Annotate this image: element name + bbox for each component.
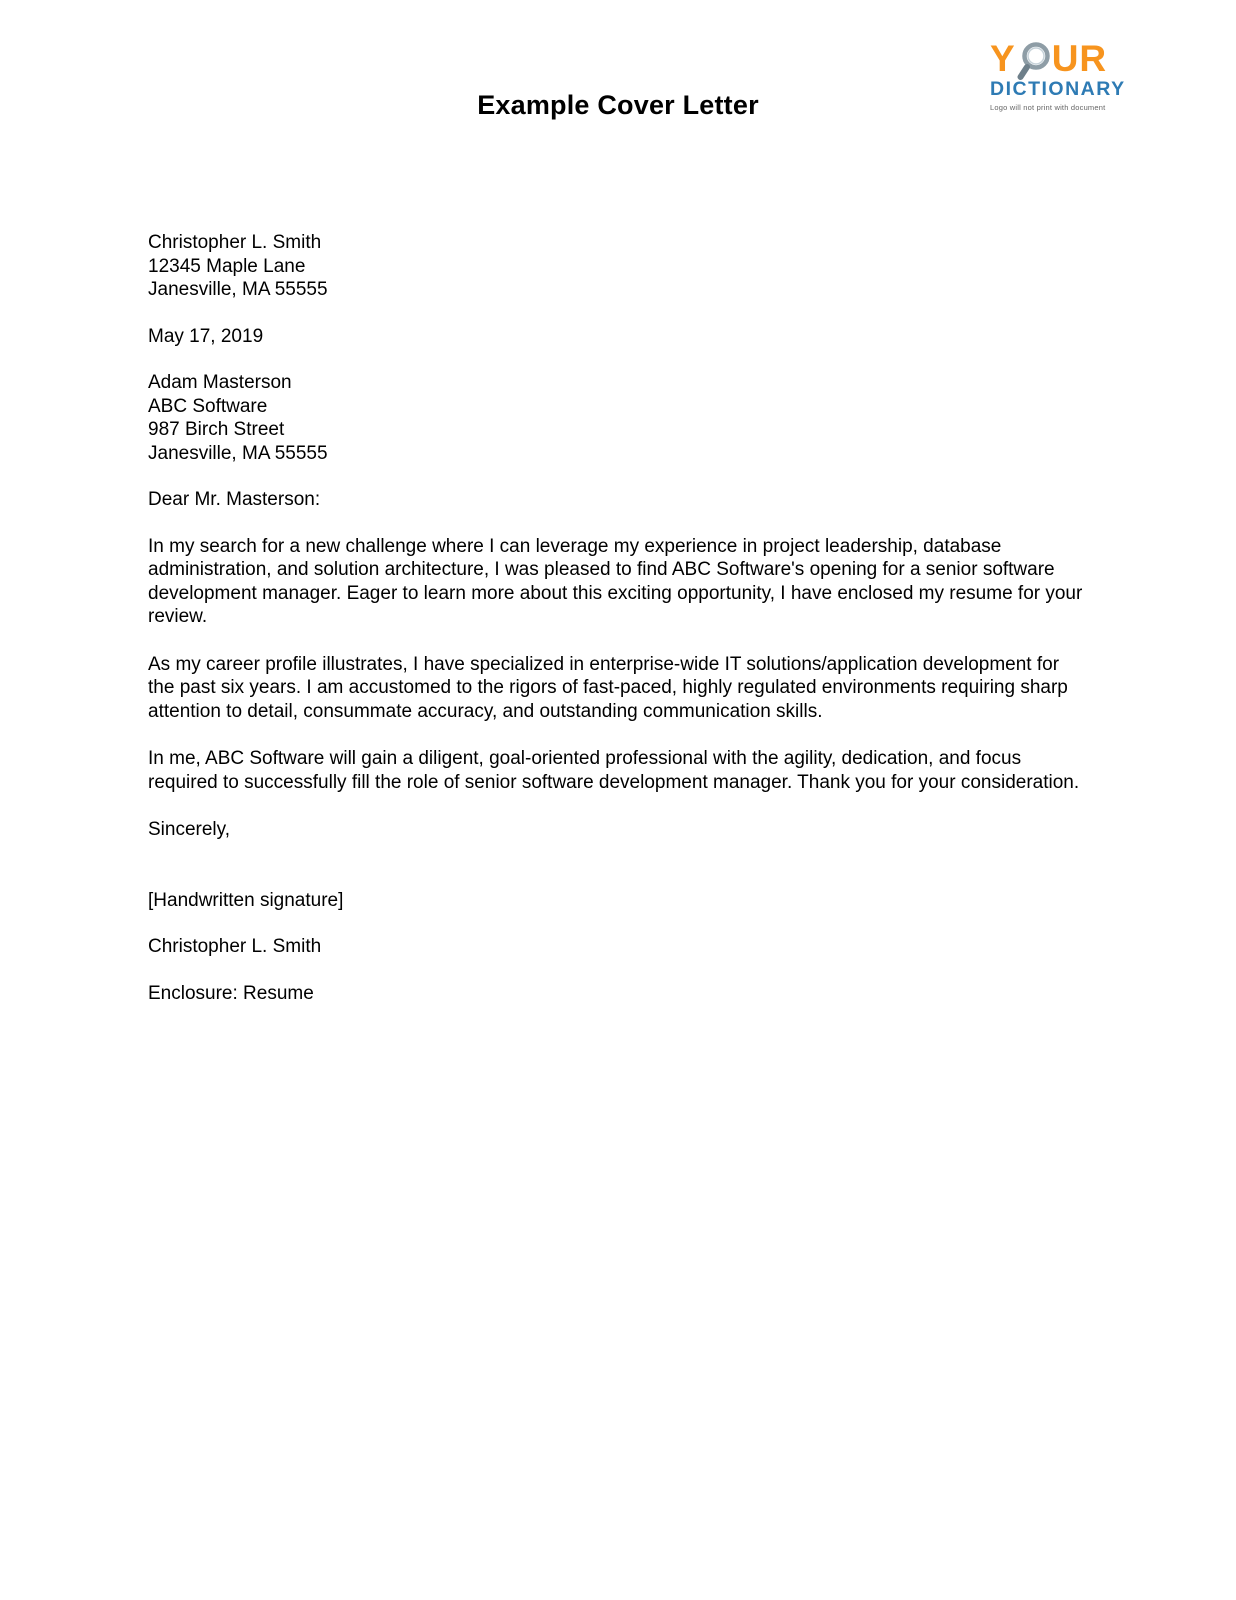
recipient-name: Adam Masterson: [148, 372, 292, 393]
logo-letters-ur: UR: [1051, 37, 1108, 79]
salutation-line: [148, 488, 1090, 512]
recipient-company: ABC Software: [148, 395, 268, 417]
logo-letter-y: Y: [990, 37, 1016, 79]
recipient-city: Janesville, MA 55555: [148, 442, 328, 464]
recipient-street: 987 Birch Street: [148, 419, 285, 440]
logo-disclaimer-text: Logo will not print with document: [990, 102, 1106, 112]
sender-address-block: [148, 231, 1090, 302]
sender-street: 12345 Maple Lane: [148, 255, 306, 277]
signature-placeholder: [Handwritten signature]: [148, 889, 344, 911]
logo-word-your: [990, 38, 1107, 78]
magnifier-icon: [1017, 40, 1051, 80]
sender-city: Janesville, MA 55555: [148, 279, 328, 300]
logo-word-dictionary: DICTIONARY: [990, 78, 1126, 100]
salutation: Dear Mr. Masterson:: [148, 489, 321, 510]
yourdictionary-logo: [990, 37, 1126, 112]
date-line: [148, 325, 1090, 349]
recipient-address-block: [148, 371, 1090, 465]
body-paragraph-1: In my search for a new challenge where I can leverage my experience in project leadership, database administration, and solution architecture, I was pleased to find ABC Software's opening for a senior software development manager. Eager to learn more about this exciting opportunity, I have enclosed my resume for your review.: [148, 535, 1083, 627]
sender-name: Christopher L. Smith: [148, 232, 322, 253]
letter-date: May 17, 2019: [148, 325, 264, 347]
signature-name: Christopher L. Smith: [148, 936, 322, 957]
letter-body: [148, 231, 1090, 1028]
closing-line: Sincerely,: [148, 819, 231, 840]
body-paragraph-3: In me, ABC Software will gain a diligent, goal-oriented professional with the agility, dedication, and focus required to successfully fill the role of senior software development manager. Thank you for your consideration.: [148, 748, 1080, 793]
body-paragraph-2: As my career profile illustrates, I have specialized in enterprise-wide IT solutions/application development for the past six years. I am accustomed to the rigors of fast-paced, highly regulated environments requiring sharp attention to detail, consummate accuracy, and outstanding communication skills.: [148, 653, 1068, 722]
enclosure-line: Enclosure: Resume: [148, 982, 314, 1004]
page-title: Example Cover Letter: [477, 90, 759, 120]
